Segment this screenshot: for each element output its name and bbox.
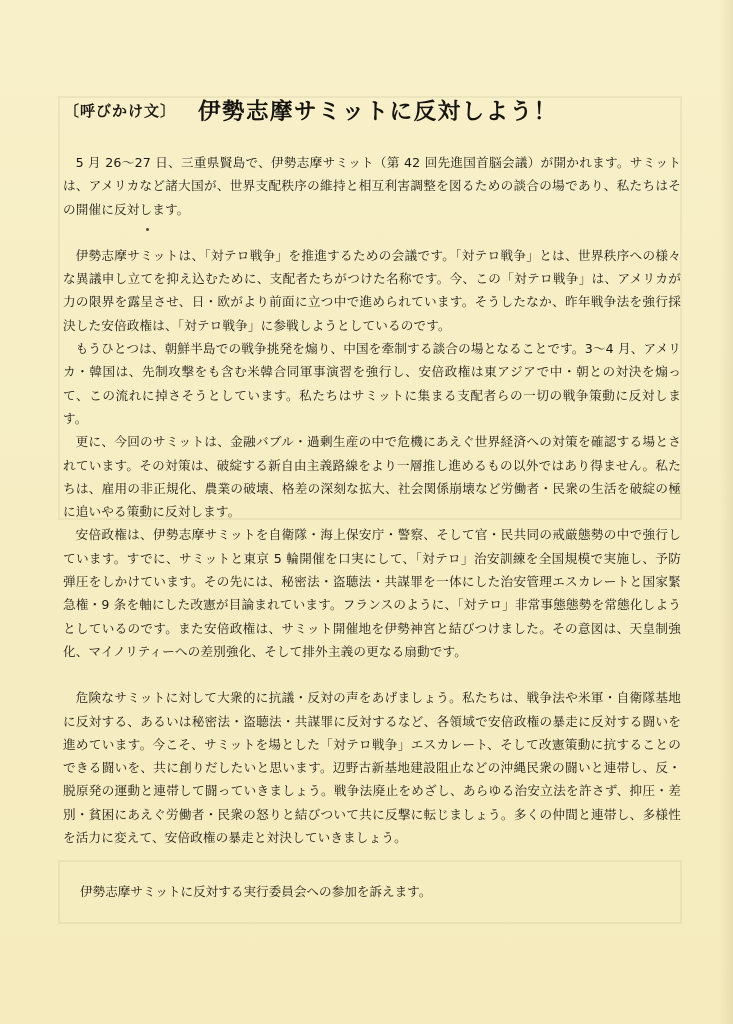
paragraph-world-economy: 更に、今回のサミットは、金融バブル・過剰生産の中で危機にあえぐ世界経済への対策を確認する場とされています。その対策は、破綻する新自由主義路線をより一層推し進めるもの以外ではあり得ません。私たちは、雇用の非正規化、農業の破壊、格差の深刻な拡大、社会関係崩壊など労働者・民衆の生活を破綻の極に追いやる策動に反対します。 [63,434,681,520]
paragraph-call-to-action: 危険なサミットに対して大衆的に抗議・反対の声をあげましょう。私たちは、戦争法や米軍・自衛隊基地に反対する、あるいは秘密法・盗聴法・共謀罪に反対するなど、各領域で安倍政権の暴走に反対する闘いを進めています。今こそ、サミットを場とした「対テロ戦争」エスカレート、そして改憲策動に抗することのできる闘いを、共に創りだしたいと思います。辺野古新基地建設阻止などの沖縄民衆の闘いと連帯し、反・脱原発の運動と連帯して闘っていきましょう。戦争法廃止をめざし、あらゆる治安立法を許さず、抑圧・差別・貧困にあえぐ労働者・民衆の怒りと結びついて共に反撃に転じましょう。多くの仲間と連帯し、多様性を活力に変えて、安倍政権の暴走と対決していきましょう。 [63,690,681,846]
paragraph-intro: 5 月 26～27 日、三重県賢島で、伊勢志摩サミット（第 42 回先進国首脳会議）が開かれます。サミットは、アメリカなど諸大国が、世界支配秩序の維持と相互利害調整を図るための談合の場であり、私たちはその開催に反対します。 [63,155,681,217]
page-title: 伊勢志摩サミットに反対しよう！ [198,99,558,125]
page-title-row [64,92,674,128]
paragraph-anti-terror-war: 伊勢志摩サミットは、「対テロ戦争」を推進するための会議です。「対テロ戦争」とは、世界秩序への様々な異議申し立てを抑え込むために、支配者たちがつけた名称です。今、この「対テロ戦争」は、アメリカが力の限界を露呈させ、日・欧がより前面に立つ中で進められています。そうしたなか、昨年戦争法を強行採決した安倍政権は、「対テロ戦争」に参戦しようとしているのです。 [63,247,681,333]
paragraph-security-state: 安倍政権は、伊勢志摩サミットを自衛隊・海上保安庁・警察、そして官・民共同の戒厳態勢の中で強行しています。すでに、サミットと東京 5 輪開催を口実にして、「対テロ」治安訓練を全国規模で実施し、予防弾圧をしかけています。その先には、秘密法・盗聴法・共謀罪を一体にした治安管理エスカレートと国家緊急権・9 条を軸にした改憲が目論まれています。フランスのように、「対テロ」非常事態態勢を常態化しようとしているのです。また安倍政権は、サミット開催地を伊勢神宮と結びつけました。その意図は、天皇制強化、マイノリティーへの差別強化、そして排外主義の更なる扇動です。 [63,527,681,659]
paragraph-korean-peninsula: もうひとつは、朝鮮半島での戦争挑発を煽り、中国を牽制する談合の場となることです。3～4 月、アメリカ・韓国は、先制攻撃をも含む米韓合同軍事演習を強行し、安倍政権は東アジアで中・朝との対決を煽って、この流れに掉さそうとしています。私たちはサミットに集まる支配者らの一切の戦争策動に反対します。 [63,341,681,426]
document-body [63,151,681,849]
closing-appeal: 伊勢志摩サミットに反対する実行委員会への参加を訴えます。 [80,884,432,899]
paper-edge-shadow [719,0,733,1024]
paragraph-gap [63,663,681,686]
paragraph-gap [63,221,681,244]
document-type-label: 〔呼びかけ文〕 [64,101,177,120]
